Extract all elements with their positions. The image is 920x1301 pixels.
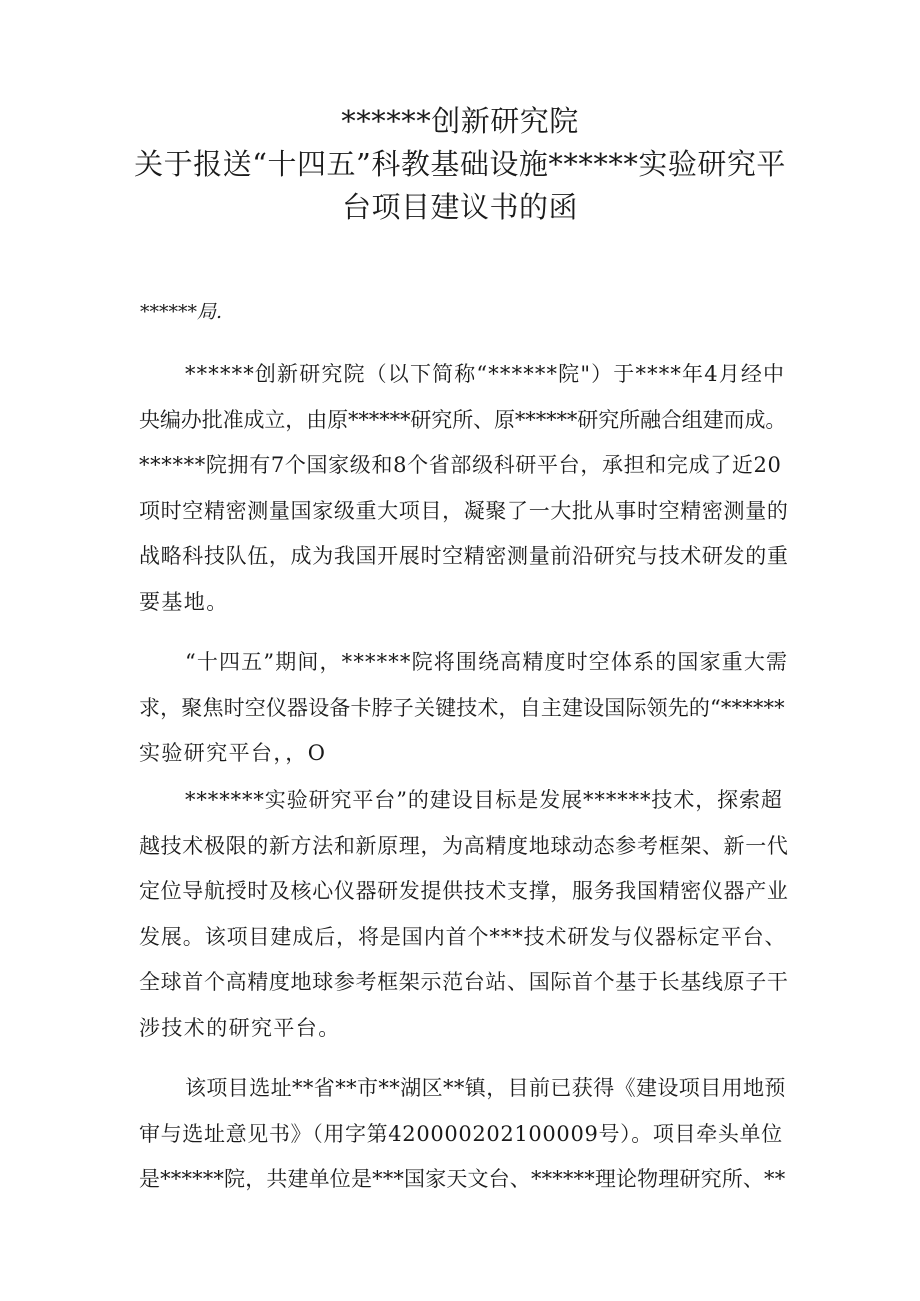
document-title (0, 100, 920, 229)
paragraph-line: 是******院，共建单位是***国家天文台、******理论物理研究所、** (139, 1167, 786, 1191)
salutation: ******局. (140, 301, 223, 323)
paragraph-4 (139, 1066, 789, 1203)
paragraph-line: 发展。该项目建成后，将是国内首个***技术研发与仪器标定平台、 (139, 924, 787, 949)
paragraph-line: ******创新研究院（以下简称“******院"）于****年4月经中 (185, 362, 786, 386)
paragraph-line: 求，聚焦时空仪器设备卡脖子关键技术，自主建设国际领先的“****** (139, 695, 785, 720)
paragraph-line: 战略科技队伍，成为我国开展时空精密测量前沿研究与技术研发的重 (139, 544, 789, 568)
paragraph-line: 项时空精密测量国家级重大项目，凝聚了一大批从事时空精密测量的 (139, 498, 789, 523)
paragraph-line: 越技术极限的新方法和新原理，为高精度地球动态参考框架、新一代 (139, 833, 789, 858)
paragraph-line: *******实验研究平台”的建设目标是发展******技术，探索超 (185, 788, 783, 812)
paragraph-2 (139, 640, 789, 777)
paragraph-line: 该项目选址**省**市**湖区**镇，目前已获得《建设项目用地预 (185, 1076, 786, 1100)
paragraph-line: “十四五”期间，******院将围绕高精度时空体系的国家重大需 (185, 650, 789, 674)
paragraph-3 (139, 778, 789, 1051)
paragraph-line: 涉技术的研究平台。 (139, 1015, 341, 1040)
paragraph-line: 全球首个高精度地球参考框架示范台站、国际首个基于长基线原子干 (139, 970, 789, 994)
title-line-3: 台项目建议书的函 (341, 190, 578, 224)
paragraph-line: 定位导航授时及核心仪器研发提供技术支撑，服务我国精密仪器产业 (139, 879, 789, 903)
paragraph-line: 实验研究平台，，O (139, 741, 327, 765)
paragraph-line: 审与选址意见书》（用字第420000202100009号）。项目牵头单位 (139, 1121, 783, 1146)
paragraph-line: 央编办批准成立，由原******研究所、原******研究所融合组建而成。 (139, 407, 787, 432)
paragraph-1 (139, 352, 789, 625)
paragraph-line: ******院拥有7个国家级和8个省部级科研平台，承担和完成了近20 (139, 453, 782, 477)
paragraph-line: 要基地。 (139, 589, 229, 614)
title-line-2: 关于报送“十四五”科教基础设施******实验研究平 (134, 147, 786, 181)
title-line-1: ******创新研究院 (341, 104, 579, 138)
